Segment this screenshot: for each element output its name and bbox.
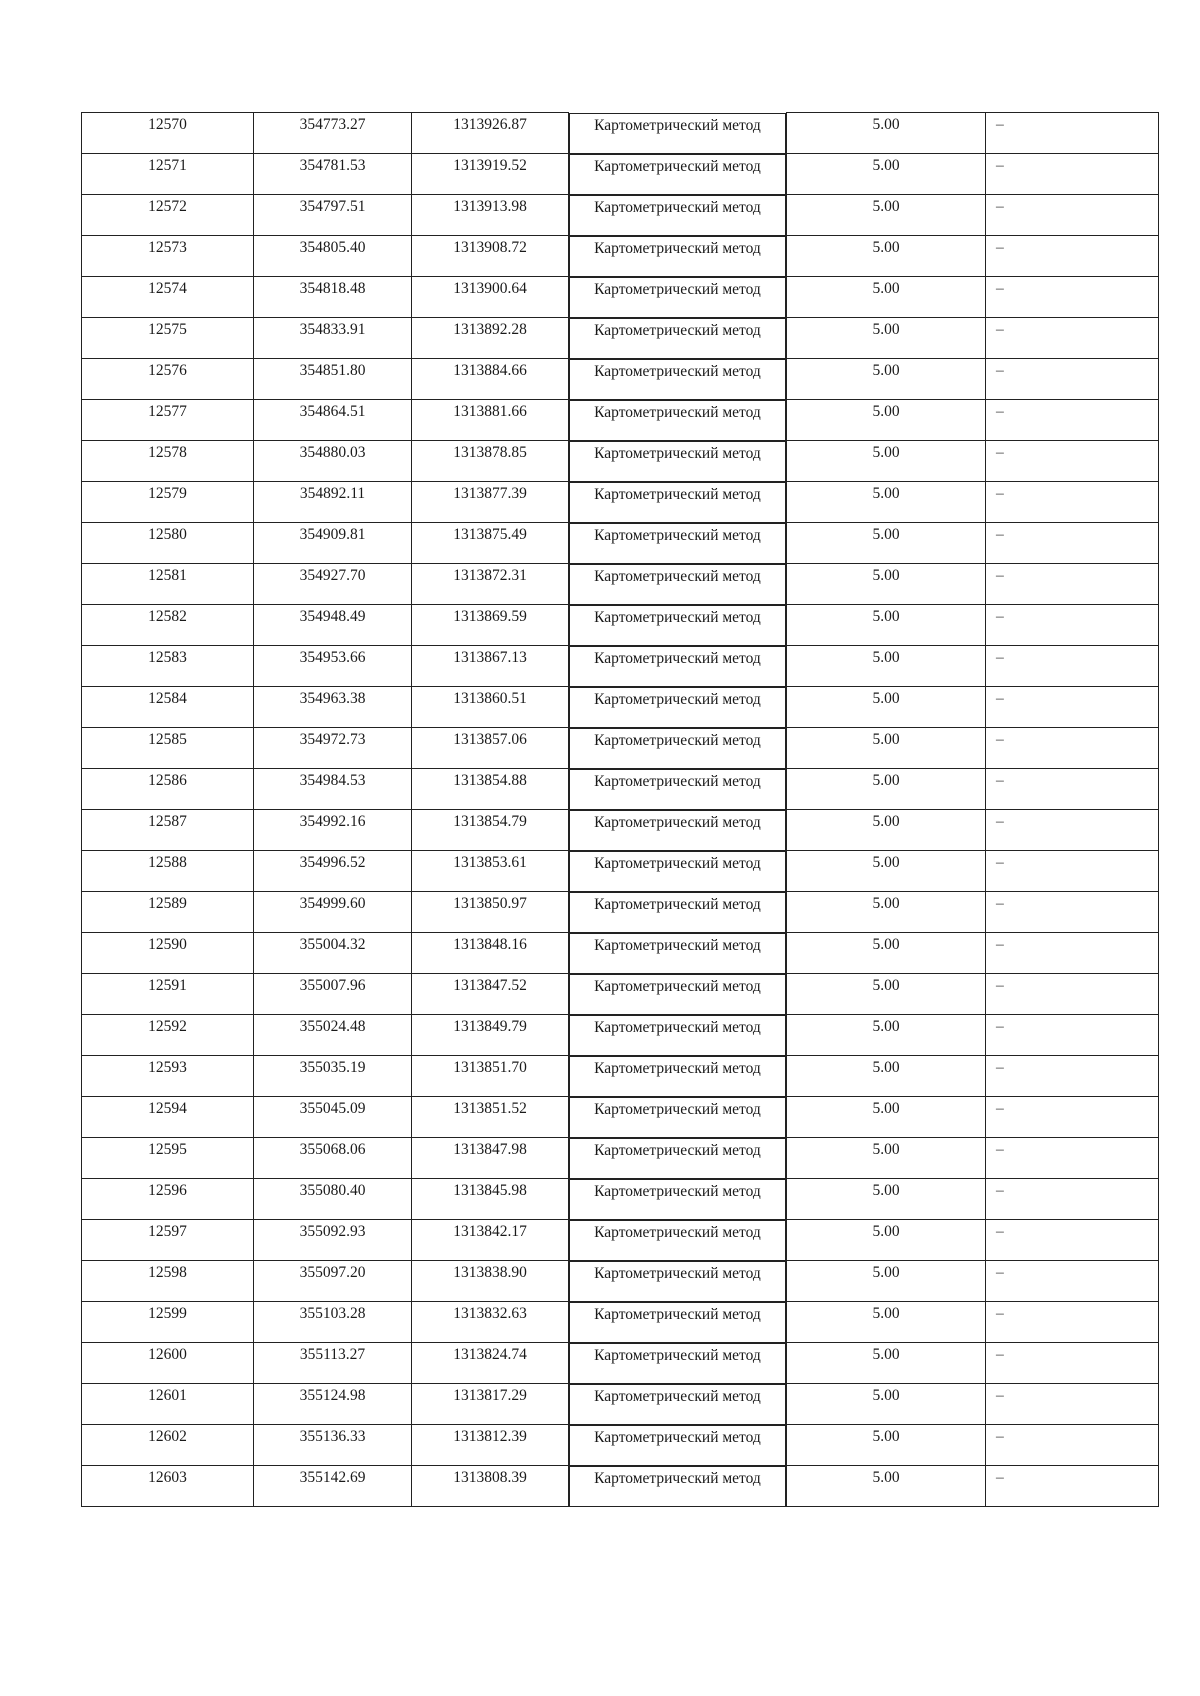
point-number-cell: 12584 bbox=[82, 687, 254, 728]
note-cell: – bbox=[986, 318, 1159, 359]
table-row bbox=[82, 687, 1159, 728]
coordinate-y-cell: 1313854.79 bbox=[412, 810, 569, 851]
precision-cell: 5.00 bbox=[787, 1302, 986, 1343]
method-cell: Картометрический метод bbox=[569, 113, 786, 154]
method-cell: Картометрический метод bbox=[569, 728, 786, 769]
note-cell: – bbox=[986, 1220, 1159, 1261]
note-cell: – bbox=[986, 359, 1159, 400]
precision-cell: 5.00 bbox=[787, 892, 986, 933]
table-row bbox=[82, 236, 1159, 277]
coordinate-y-cell: 1313881.66 bbox=[412, 400, 569, 441]
note-cell: – bbox=[986, 1425, 1159, 1466]
table-row bbox=[82, 646, 1159, 687]
note-cell: – bbox=[986, 646, 1159, 687]
point-number-cell: 12585 bbox=[82, 728, 254, 769]
table-row bbox=[82, 1384, 1159, 1425]
table-row bbox=[82, 1425, 1159, 1466]
table-row bbox=[82, 1343, 1159, 1384]
coordinate-y-cell: 1313824.74 bbox=[412, 1343, 569, 1384]
note-cell: – bbox=[986, 769, 1159, 810]
coordinate-x-cell: 355035.19 bbox=[254, 1056, 412, 1097]
method-cell: Картометрический метод bbox=[569, 1015, 786, 1056]
note-cell: – bbox=[986, 154, 1159, 195]
precision-cell: 5.00 bbox=[787, 1138, 986, 1179]
table-row bbox=[82, 933, 1159, 974]
point-number-cell: 12586 bbox=[82, 769, 254, 810]
point-number-cell: 12580 bbox=[82, 523, 254, 564]
table-row bbox=[82, 318, 1159, 359]
precision-cell: 5.00 bbox=[787, 195, 986, 236]
precision-cell: 5.00 bbox=[787, 1343, 986, 1384]
method-cell: Картометрический метод bbox=[569, 810, 786, 851]
table-row bbox=[82, 523, 1159, 564]
coordinate-y-cell: 1313872.31 bbox=[412, 564, 569, 605]
note-cell: – bbox=[986, 113, 1159, 154]
method-cell: Картометрический метод bbox=[569, 687, 786, 728]
coordinate-y-cell: 1313900.64 bbox=[412, 277, 569, 318]
point-number-cell: 12577 bbox=[82, 400, 254, 441]
note-cell: – bbox=[986, 1097, 1159, 1138]
coordinate-y-cell: 1313845.98 bbox=[412, 1179, 569, 1220]
coordinate-y-cell: 1313908.72 bbox=[412, 236, 569, 277]
coordinate-y-cell: 1313849.79 bbox=[412, 1015, 569, 1056]
table-row bbox=[82, 113, 1159, 154]
table-row bbox=[82, 564, 1159, 605]
coordinate-x-cell: 355136.33 bbox=[254, 1425, 412, 1466]
precision-cell: 5.00 bbox=[787, 933, 986, 974]
precision-cell: 5.00 bbox=[787, 113, 986, 154]
coordinate-y-cell: 1313812.39 bbox=[412, 1425, 569, 1466]
coordinate-y-cell: 1313860.51 bbox=[412, 687, 569, 728]
point-number-cell: 12575 bbox=[82, 318, 254, 359]
note-cell: – bbox=[986, 400, 1159, 441]
table-row bbox=[82, 605, 1159, 646]
method-cell: Картометрический метод bbox=[569, 1179, 786, 1220]
method-cell: Картометрический метод bbox=[569, 564, 786, 605]
coordinate-y-cell: 1313838.90 bbox=[412, 1261, 569, 1302]
method-cell: Картометрический метод bbox=[569, 1097, 786, 1138]
note-cell: – bbox=[986, 974, 1159, 1015]
note-cell: – bbox=[986, 810, 1159, 851]
coordinate-y-cell: 1313884.66 bbox=[412, 359, 569, 400]
coordinate-x-cell: 355124.98 bbox=[254, 1384, 412, 1425]
method-cell: Картометрический метод bbox=[569, 195, 786, 236]
precision-cell: 5.00 bbox=[787, 974, 986, 1015]
point-number-cell: 12601 bbox=[82, 1384, 254, 1425]
note-cell: – bbox=[986, 1384, 1159, 1425]
method-cell: Картометрический метод bbox=[569, 400, 786, 441]
note-cell: – bbox=[986, 482, 1159, 523]
table-row bbox=[82, 1015, 1159, 1056]
coordinate-x-cell: 355113.27 bbox=[254, 1343, 412, 1384]
precision-cell: 5.00 bbox=[787, 482, 986, 523]
method-cell: Картометрический метод bbox=[569, 1384, 786, 1425]
table-row bbox=[82, 769, 1159, 810]
coordinate-x-cell: 354963.38 bbox=[254, 687, 412, 728]
table-row bbox=[82, 1466, 1159, 1507]
coordinate-x-cell: 354781.53 bbox=[254, 154, 412, 195]
coordinate-y-cell: 1313877.39 bbox=[412, 482, 569, 523]
table-row bbox=[82, 728, 1159, 769]
coordinate-y-cell: 1313851.52 bbox=[412, 1097, 569, 1138]
table-row bbox=[82, 1138, 1159, 1179]
point-number-cell: 12581 bbox=[82, 564, 254, 605]
table-row bbox=[82, 1261, 1159, 1302]
coordinate-y-cell: 1313869.59 bbox=[412, 605, 569, 646]
coordinate-x-cell: 354992.16 bbox=[254, 810, 412, 851]
table-row bbox=[82, 1097, 1159, 1138]
point-number-cell: 12589 bbox=[82, 892, 254, 933]
precision-cell: 5.00 bbox=[787, 400, 986, 441]
method-cell: Картометрический метод bbox=[569, 1138, 786, 1179]
table-row bbox=[82, 851, 1159, 892]
note-cell: – bbox=[986, 195, 1159, 236]
note-cell: – bbox=[986, 523, 1159, 564]
note-cell: – bbox=[986, 236, 1159, 277]
note-cell: – bbox=[986, 728, 1159, 769]
precision-cell: 5.00 bbox=[787, 1425, 986, 1466]
point-number-cell: 12574 bbox=[82, 277, 254, 318]
coordinate-x-cell: 354797.51 bbox=[254, 195, 412, 236]
point-number-cell: 12583 bbox=[82, 646, 254, 687]
method-cell: Картометрический метод bbox=[569, 1302, 786, 1343]
coordinate-y-cell: 1313875.49 bbox=[412, 523, 569, 564]
coordinate-y-cell: 1313913.98 bbox=[412, 195, 569, 236]
method-cell: Картометрический метод bbox=[569, 154, 786, 195]
point-number-cell: 12599 bbox=[82, 1302, 254, 1343]
point-number-cell: 12587 bbox=[82, 810, 254, 851]
note-cell: – bbox=[986, 1466, 1159, 1507]
precision-cell: 5.00 bbox=[787, 810, 986, 851]
note-cell: – bbox=[986, 441, 1159, 482]
coordinate-y-cell: 1313817.29 bbox=[412, 1384, 569, 1425]
coordinate-x-cell: 355142.69 bbox=[254, 1466, 412, 1507]
coordinate-x-cell: 354972.73 bbox=[254, 728, 412, 769]
coordinates-table-body bbox=[82, 113, 1159, 1507]
coordinate-x-cell: 354909.81 bbox=[254, 523, 412, 564]
table-row bbox=[82, 277, 1159, 318]
coordinate-x-cell: 354996.52 bbox=[254, 851, 412, 892]
coordinate-x-cell: 355080.40 bbox=[254, 1179, 412, 1220]
precision-cell: 5.00 bbox=[787, 564, 986, 605]
precision-cell: 5.00 bbox=[787, 359, 986, 400]
coordinate-x-cell: 354805.40 bbox=[254, 236, 412, 277]
method-cell: Картометрический метод bbox=[569, 236, 786, 277]
coordinate-y-cell: 1313842.17 bbox=[412, 1220, 569, 1261]
precision-cell: 5.00 bbox=[787, 441, 986, 482]
point-number-cell: 12590 bbox=[82, 933, 254, 974]
precision-cell: 5.00 bbox=[787, 1097, 986, 1138]
method-cell: Картометрический метод bbox=[569, 1261, 786, 1302]
method-cell: Картометрический метод bbox=[569, 359, 786, 400]
point-number-cell: 12596 bbox=[82, 1179, 254, 1220]
point-number-cell: 12578 bbox=[82, 441, 254, 482]
precision-cell: 5.00 bbox=[787, 1466, 986, 1507]
point-number-cell: 12595 bbox=[82, 1138, 254, 1179]
table-row bbox=[82, 400, 1159, 441]
precision-cell: 5.00 bbox=[787, 851, 986, 892]
coordinate-x-cell: 355103.28 bbox=[254, 1302, 412, 1343]
note-cell: – bbox=[986, 687, 1159, 728]
coordinate-x-cell: 354892.11 bbox=[254, 482, 412, 523]
coordinate-y-cell: 1313847.98 bbox=[412, 1138, 569, 1179]
table-row bbox=[82, 892, 1159, 933]
coordinate-y-cell: 1313867.13 bbox=[412, 646, 569, 687]
method-cell: Картометрический метод bbox=[569, 892, 786, 933]
method-cell: Картометрический метод bbox=[569, 851, 786, 892]
point-number-cell: 12576 bbox=[82, 359, 254, 400]
note-cell: – bbox=[986, 605, 1159, 646]
coordinate-y-cell: 1313854.88 bbox=[412, 769, 569, 810]
table-row bbox=[82, 1220, 1159, 1261]
precision-cell: 5.00 bbox=[787, 1015, 986, 1056]
coordinate-y-cell: 1313857.06 bbox=[412, 728, 569, 769]
coordinate-x-cell: 354773.27 bbox=[254, 113, 412, 154]
coordinate-x-cell: 354984.53 bbox=[254, 769, 412, 810]
method-cell: Картометрический метод bbox=[569, 933, 786, 974]
point-number-cell: 12591 bbox=[82, 974, 254, 1015]
note-cell: – bbox=[986, 1179, 1159, 1220]
coordinate-x-cell: 354880.03 bbox=[254, 441, 412, 482]
coordinate-x-cell: 354818.48 bbox=[254, 277, 412, 318]
coordinate-x-cell: 354851.80 bbox=[254, 359, 412, 400]
table-row bbox=[82, 359, 1159, 400]
point-number-cell: 12592 bbox=[82, 1015, 254, 1056]
coordinate-x-cell: 354864.51 bbox=[254, 400, 412, 441]
method-cell: Картометрический метод bbox=[569, 441, 786, 482]
coordinate-x-cell: 355068.06 bbox=[254, 1138, 412, 1179]
precision-cell: 5.00 bbox=[787, 523, 986, 564]
precision-cell: 5.00 bbox=[787, 236, 986, 277]
method-cell: Картометрический метод bbox=[569, 523, 786, 564]
precision-cell: 5.00 bbox=[787, 605, 986, 646]
note-cell: – bbox=[986, 1261, 1159, 1302]
coordinate-x-cell: 354953.66 bbox=[254, 646, 412, 687]
note-cell: – bbox=[986, 892, 1159, 933]
note-cell: – bbox=[986, 1302, 1159, 1343]
point-number-cell: 12597 bbox=[82, 1220, 254, 1261]
table-row bbox=[82, 195, 1159, 236]
coordinate-y-cell: 1313832.63 bbox=[412, 1302, 569, 1343]
method-cell: Картометрический метод bbox=[569, 482, 786, 523]
method-cell: Картометрический метод bbox=[569, 1425, 786, 1466]
note-cell: – bbox=[986, 564, 1159, 605]
point-number-cell: 12573 bbox=[82, 236, 254, 277]
coordinate-x-cell: 355007.96 bbox=[254, 974, 412, 1015]
precision-cell: 5.00 bbox=[787, 277, 986, 318]
table-row bbox=[82, 154, 1159, 195]
coordinate-x-cell: 354927.70 bbox=[254, 564, 412, 605]
precision-cell: 5.00 bbox=[787, 1220, 986, 1261]
table-row bbox=[82, 441, 1159, 482]
point-number-cell: 12579 bbox=[82, 482, 254, 523]
coordinate-x-cell: 355045.09 bbox=[254, 1097, 412, 1138]
coordinates-table bbox=[81, 112, 1159, 1507]
coordinate-y-cell: 1313848.16 bbox=[412, 933, 569, 974]
method-cell: Картометрический метод bbox=[569, 1056, 786, 1097]
point-number-cell: 12570 bbox=[82, 113, 254, 154]
table-row bbox=[82, 1302, 1159, 1343]
note-cell: – bbox=[986, 933, 1159, 974]
method-cell: Картометрический метод bbox=[569, 1343, 786, 1384]
precision-cell: 5.00 bbox=[787, 1261, 986, 1302]
table-row bbox=[82, 482, 1159, 523]
coordinate-x-cell: 355004.32 bbox=[254, 933, 412, 974]
coordinate-x-cell: 354948.49 bbox=[254, 605, 412, 646]
precision-cell: 5.00 bbox=[787, 154, 986, 195]
point-number-cell: 12603 bbox=[82, 1466, 254, 1507]
coordinate-y-cell: 1313851.70 bbox=[412, 1056, 569, 1097]
method-cell: Картометрический метод bbox=[569, 1466, 786, 1507]
method-cell: Картометрический метод bbox=[569, 605, 786, 646]
point-number-cell: 12582 bbox=[82, 605, 254, 646]
coordinate-y-cell: 1313808.39 bbox=[412, 1466, 569, 1507]
point-number-cell: 12598 bbox=[82, 1261, 254, 1302]
point-number-cell: 12600 bbox=[82, 1343, 254, 1384]
coordinate-y-cell: 1313892.28 bbox=[412, 318, 569, 359]
note-cell: – bbox=[986, 851, 1159, 892]
note-cell: – bbox=[986, 1056, 1159, 1097]
coordinate-x-cell: 355092.93 bbox=[254, 1220, 412, 1261]
table-row bbox=[82, 974, 1159, 1015]
coordinate-x-cell: 355097.20 bbox=[254, 1261, 412, 1302]
coordinate-y-cell: 1313847.52 bbox=[412, 974, 569, 1015]
coordinate-y-cell: 1313878.85 bbox=[412, 441, 569, 482]
method-cell: Картометрический метод bbox=[569, 769, 786, 810]
method-cell: Картометрический метод bbox=[569, 646, 786, 687]
coordinate-x-cell: 355024.48 bbox=[254, 1015, 412, 1056]
precision-cell: 5.00 bbox=[787, 1384, 986, 1425]
coordinate-y-cell: 1313919.52 bbox=[412, 154, 569, 195]
method-cell: Картометрический метод bbox=[569, 318, 786, 359]
table-row bbox=[82, 1179, 1159, 1220]
table-row bbox=[82, 810, 1159, 851]
method-cell: Картометрический метод bbox=[569, 277, 786, 318]
note-cell: – bbox=[986, 1138, 1159, 1179]
note-cell: – bbox=[986, 1015, 1159, 1056]
point-number-cell: 12593 bbox=[82, 1056, 254, 1097]
point-number-cell: 12588 bbox=[82, 851, 254, 892]
coordinate-y-cell: 1313926.87 bbox=[412, 113, 569, 154]
note-cell: – bbox=[986, 277, 1159, 318]
point-number-cell: 12602 bbox=[82, 1425, 254, 1466]
precision-cell: 5.00 bbox=[787, 728, 986, 769]
note-cell: – bbox=[986, 1343, 1159, 1384]
coordinate-y-cell: 1313850.97 bbox=[412, 892, 569, 933]
method-cell: Картометрический метод bbox=[569, 1220, 786, 1261]
table-row bbox=[82, 1056, 1159, 1097]
method-cell: Картометрический метод bbox=[569, 974, 786, 1015]
point-number-cell: 12594 bbox=[82, 1097, 254, 1138]
precision-cell: 5.00 bbox=[787, 1179, 986, 1220]
coordinate-y-cell: 1313853.61 bbox=[412, 851, 569, 892]
precision-cell: 5.00 bbox=[787, 318, 986, 359]
precision-cell: 5.00 bbox=[787, 687, 986, 728]
coordinate-x-cell: 354833.91 bbox=[254, 318, 412, 359]
point-number-cell: 12572 bbox=[82, 195, 254, 236]
precision-cell: 5.00 bbox=[787, 769, 986, 810]
point-number-cell: 12571 bbox=[82, 154, 254, 195]
coordinate-x-cell: 354999.60 bbox=[254, 892, 412, 933]
precision-cell: 5.00 bbox=[787, 646, 986, 687]
precision-cell: 5.00 bbox=[787, 1056, 986, 1097]
